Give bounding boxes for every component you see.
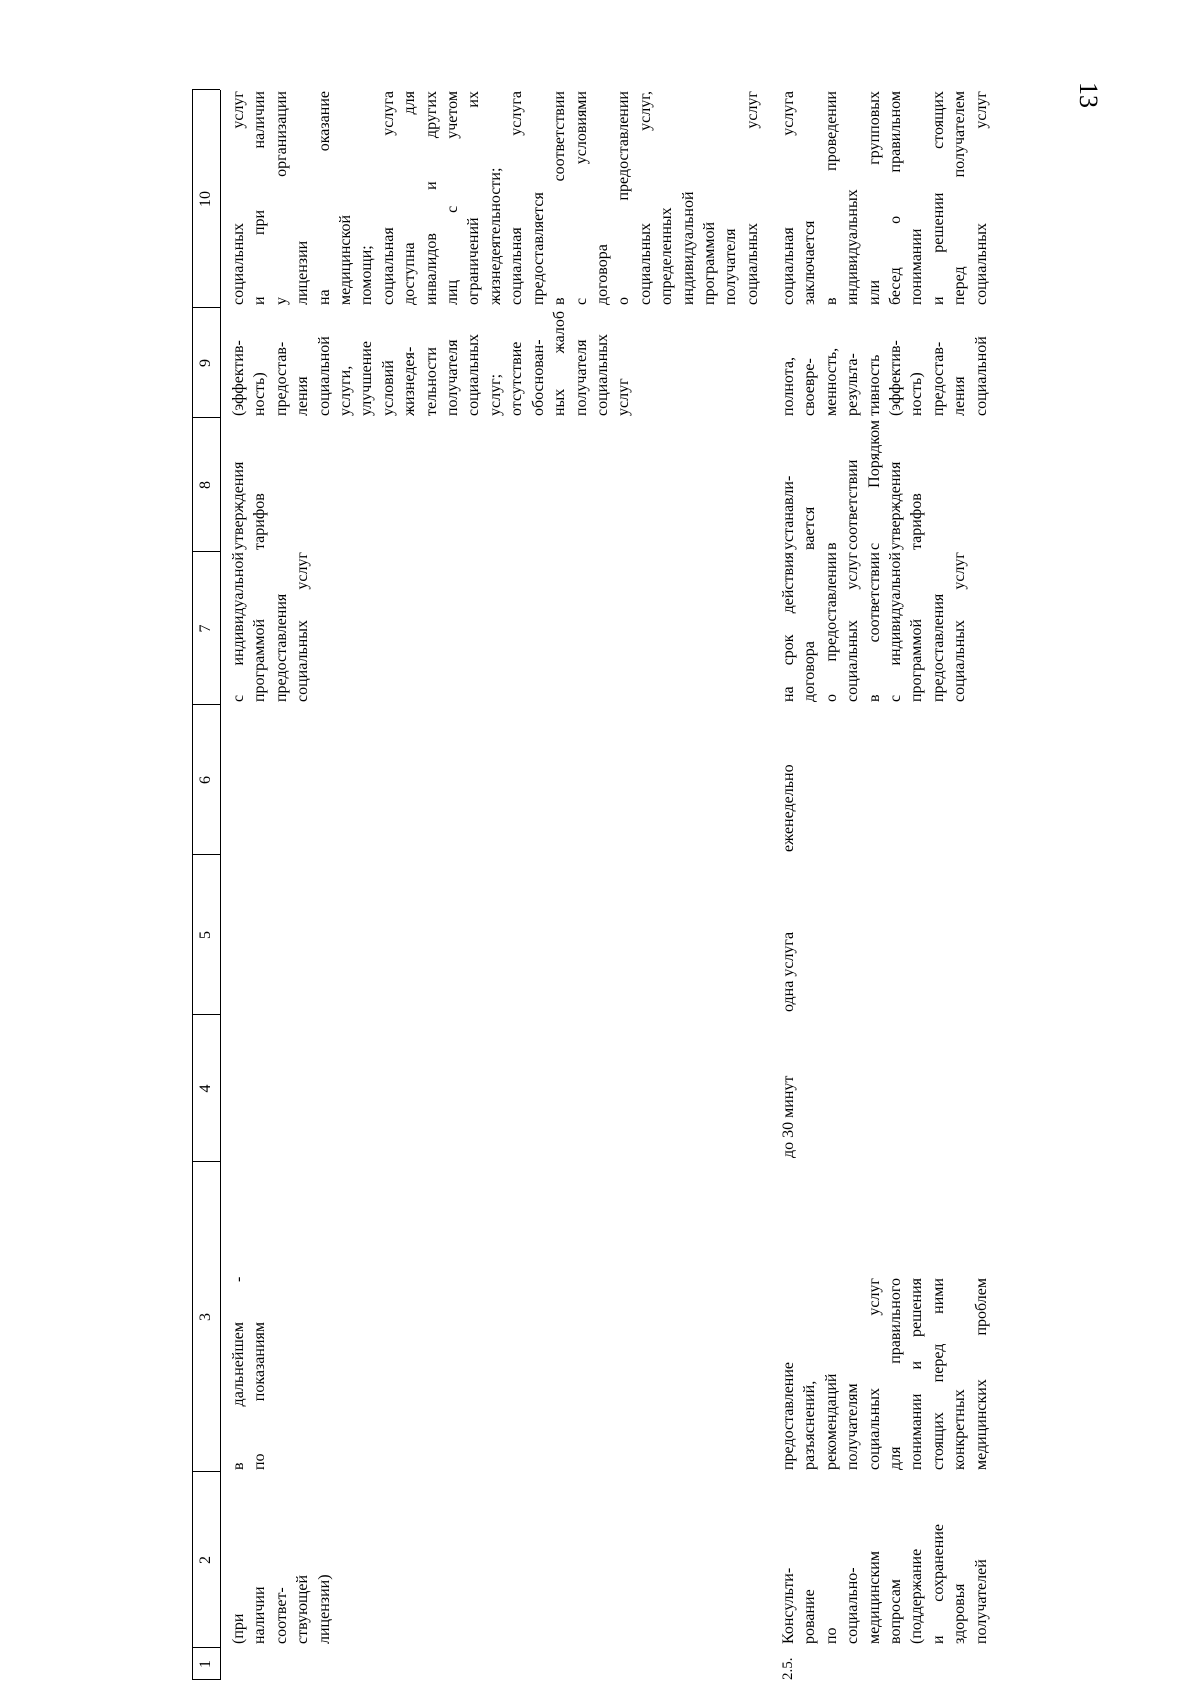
row-2-5-col3: предоставление разъяснений, рекомендаций получателям социальных услуг для правильного понимании и решения стоящих перед ними конкретных медицинских проблем	[780, 1278, 990, 1470]
column-number: 3	[197, 1313, 214, 1321]
column-number: 9	[197, 359, 214, 367]
continuation-col10: социальных услуг и при наличии у организации лицензии на оказание медицинской помощи; социальная услуга доступна для инвалидов и других лиц с учетом ограничений их жизнедеятельности; социальная услуга предоставляется в соответствии с условиями договора о предоставлении социальных услуг, определенных индивидуальной программой получателя социальных услуг	[230, 91, 761, 305]
table-header-bottom-rule	[220, 90, 221, 1680]
row-2-5-col10: социальная услуга заключается в проведении индивидуальных или групповых бесед о правильном понимании и решении стоящих перед получателем социальных услуг	[780, 91, 990, 305]
column-number: 8	[197, 481, 214, 489]
column-number: 2	[197, 1556, 214, 1564]
continuation-col3-dash: -	[230, 1276, 247, 1282]
column-number: 6	[197, 776, 214, 784]
page-number: 13	[1074, 82, 1103, 108]
column-number: 5	[197, 931, 214, 939]
row-2-5-col4: до 30 минут	[780, 1075, 797, 1158]
continuation-col3: в дальнейшем по показаниям	[230, 1322, 269, 1470]
continuation-col8: утверждения тарифов	[230, 461, 269, 550]
continuation-col2: (при наличии соответ- ствующей лицензии)	[230, 1574, 333, 1644]
column-number: 4	[197, 1084, 214, 1093]
column-number: 7	[197, 624, 214, 633]
row-2-5-col9: полнота, своевре- менность, результа- тивность (эффектив- ность) предостав- ления социальной	[780, 336, 990, 416]
rotated-table	[120, 90, 1130, 1680]
row-2-5-col8: устанавли- вается в соответствии с Порядком утверждения тарифов	[780, 420, 926, 550]
column-number: 1	[197, 1660, 214, 1668]
continuation-col7: с индивидуальной программой предоставления социальных услуг	[230, 552, 312, 702]
row-2-5-col2: Консульти- рование по социально- медицинским вопросам (поддержание и сохранение здоровья получателей	[780, 1524, 990, 1644]
row-2-5-col5: одна услуга	[780, 931, 797, 1012]
row-2-5-col7: на срок действия договора о предоставлении социальных услуг в соответствии с индивидуальной программой предоставления социальных услуг	[780, 552, 969, 702]
continuation-col9: (эффектив- ность) предостав- ления социальной услуги, улучшение условий жизнедея- тельности получателя социальных услуг; отсутствие обоснован- ных жалоб получателя социальных услуг	[230, 311, 633, 416]
row-2-5-col6: еженедельно	[780, 764, 797, 852]
row-number: 2.5.	[780, 1657, 796, 1680]
column-number: 10	[197, 191, 214, 207]
